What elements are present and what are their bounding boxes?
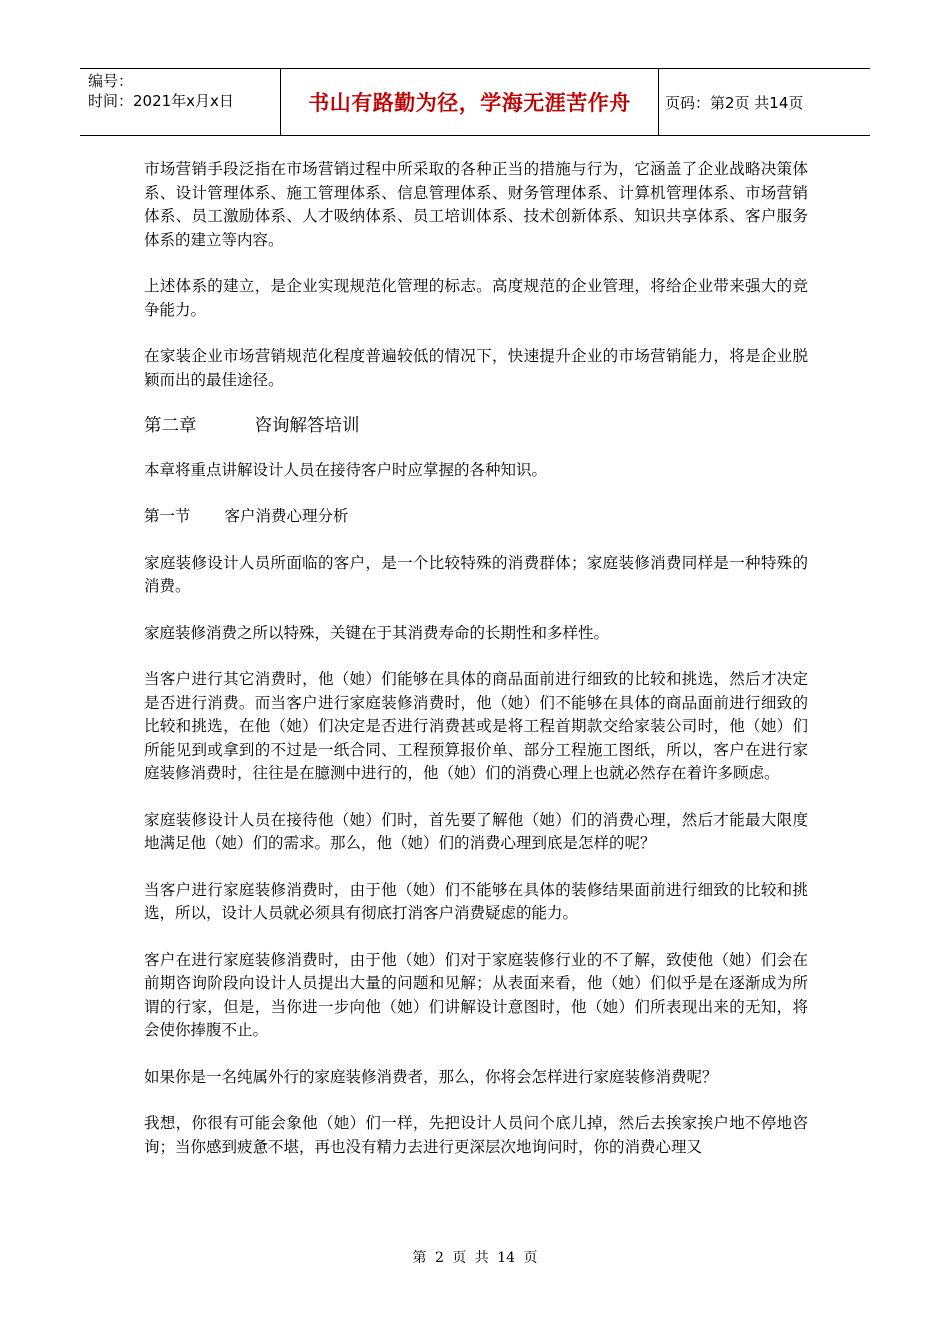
paragraph: 家庭装修设计人员所面临的客户，是一个比较特殊的消费群体；家庭装修消费同样是一种特殊的消费。 bbox=[144, 553, 808, 595]
chapter-number: 第二章 bbox=[144, 416, 197, 436]
paragraph: 市场营销手段泛指在市场营销过程中所采取的各种正当的措施与行为，它涵盖了企业战略决策体系、设计管理体系、施工管理体系、信息管理体系、财务管理体系、计算机管理体系、市场营销体系、员工激励体系、人才吸纳体系、员工培训体系、技术创新体系、知识共享体系、客户服务体系的建立等内容。 bbox=[144, 160, 808, 249]
page-footer: 第 2 页 共 14 页 bbox=[412, 1250, 538, 1266]
serial-label: 编号： bbox=[88, 72, 134, 90]
page-header bbox=[80, 68, 870, 136]
section-heading bbox=[144, 505, 808, 529]
header-page-label: 页码：第2页 共14页 bbox=[665, 93, 804, 112]
paragraph: 当客户进行家庭装修消费时，由于他（她）们不能够在具体的装修结果面前进行细致的比较和挑选，所以，设计人员就必须具有彻底打消客户消费疑虑的能力。 bbox=[144, 880, 808, 922]
section-title: 客户消费心理分析 bbox=[224, 507, 349, 525]
section-number: 第一节 bbox=[144, 507, 191, 525]
time-label: 时间：2021年x月x日 bbox=[88, 92, 234, 110]
paragraph: 本章将重点讲解设计人员在接待客户时应掌握的各种知识。 bbox=[144, 460, 548, 479]
header-motto: 书山有路勤为径，学海无涯苦作舟 bbox=[281, 69, 659, 135]
paragraph: 家庭装修消费之所以特殊，关键在于其消费寿命的长期性和多样性。 bbox=[144, 623, 610, 642]
paragraph: 我想，你很有可能会象他（她）们一样，先把设计人员问个底儿掉，然后去挨家挨户地不停地咨询；当你感到疲惫不堪，再也没有精力去进行更深层次地询问时，你的消费心理又 bbox=[144, 1114, 808, 1156]
chapter-heading bbox=[144, 415, 808, 439]
paragraph: 客户在进行家庭装修消费时，由于他（她）们对于家庭装修行业的不了解，致使他（她）们会在前期咨询阶段向设计人员提出大量的问题和见解；从表面来看，他（她）们似乎是在逐渐成为所谓的行家，但是，当你进一步向他（她）们讲解设计意图时，他（她）们所表现出来的无知，将会使你捧腹不止。 bbox=[144, 950, 808, 1039]
paragraph: 如果你是一名纯属外行的家庭装修消费者，那么，你将会怎样进行家庭装修消费呢？ bbox=[144, 1067, 718, 1086]
document-body bbox=[144, 158, 808, 1182]
paragraph: 上述体系的建立，是企业实现规范化管理的标志。高度规范的企业管理，将给企业带来强大的竞争能力。 bbox=[144, 277, 808, 319]
paragraph: 在家装企业市场营销规范化程度普遍较低的情况下，快速提升企业的市场营销能力，将是企业脱颖而出的最佳途径。 bbox=[144, 347, 808, 389]
chapter-title: 咨询解答培训 bbox=[254, 416, 360, 436]
paragraph: 家庭装修设计人员在接待他（她）们时，首先要了解他（她）们的消费心理，然后才能最大限度地满足他（她）们的需求。那么，他（她）们的消费心理到底是怎样的呢？ bbox=[144, 810, 808, 852]
header-meta bbox=[80, 69, 281, 135]
paragraph: 当客户进行其它消费时，他（她）们能够在具体的商品面前进行细致的比较和挑选，然后才决定是否进行消费。而当客户进行家庭装修消费时，他（她）们不能够在具体的商品面前进行细致的比较和挑选，在他（她）们决定是否进行消费甚或是将工程首期款交给家装公司时，他（她）们所能见到或拿到的不过是一纸合同、工程预算报价单、部分工程施工图纸，所以，客户在进行家庭装修消费时，往往是在臆测中进行的，他（她）们的消费心理上也就必然存在着许多顾虑。 bbox=[144, 670, 808, 782]
